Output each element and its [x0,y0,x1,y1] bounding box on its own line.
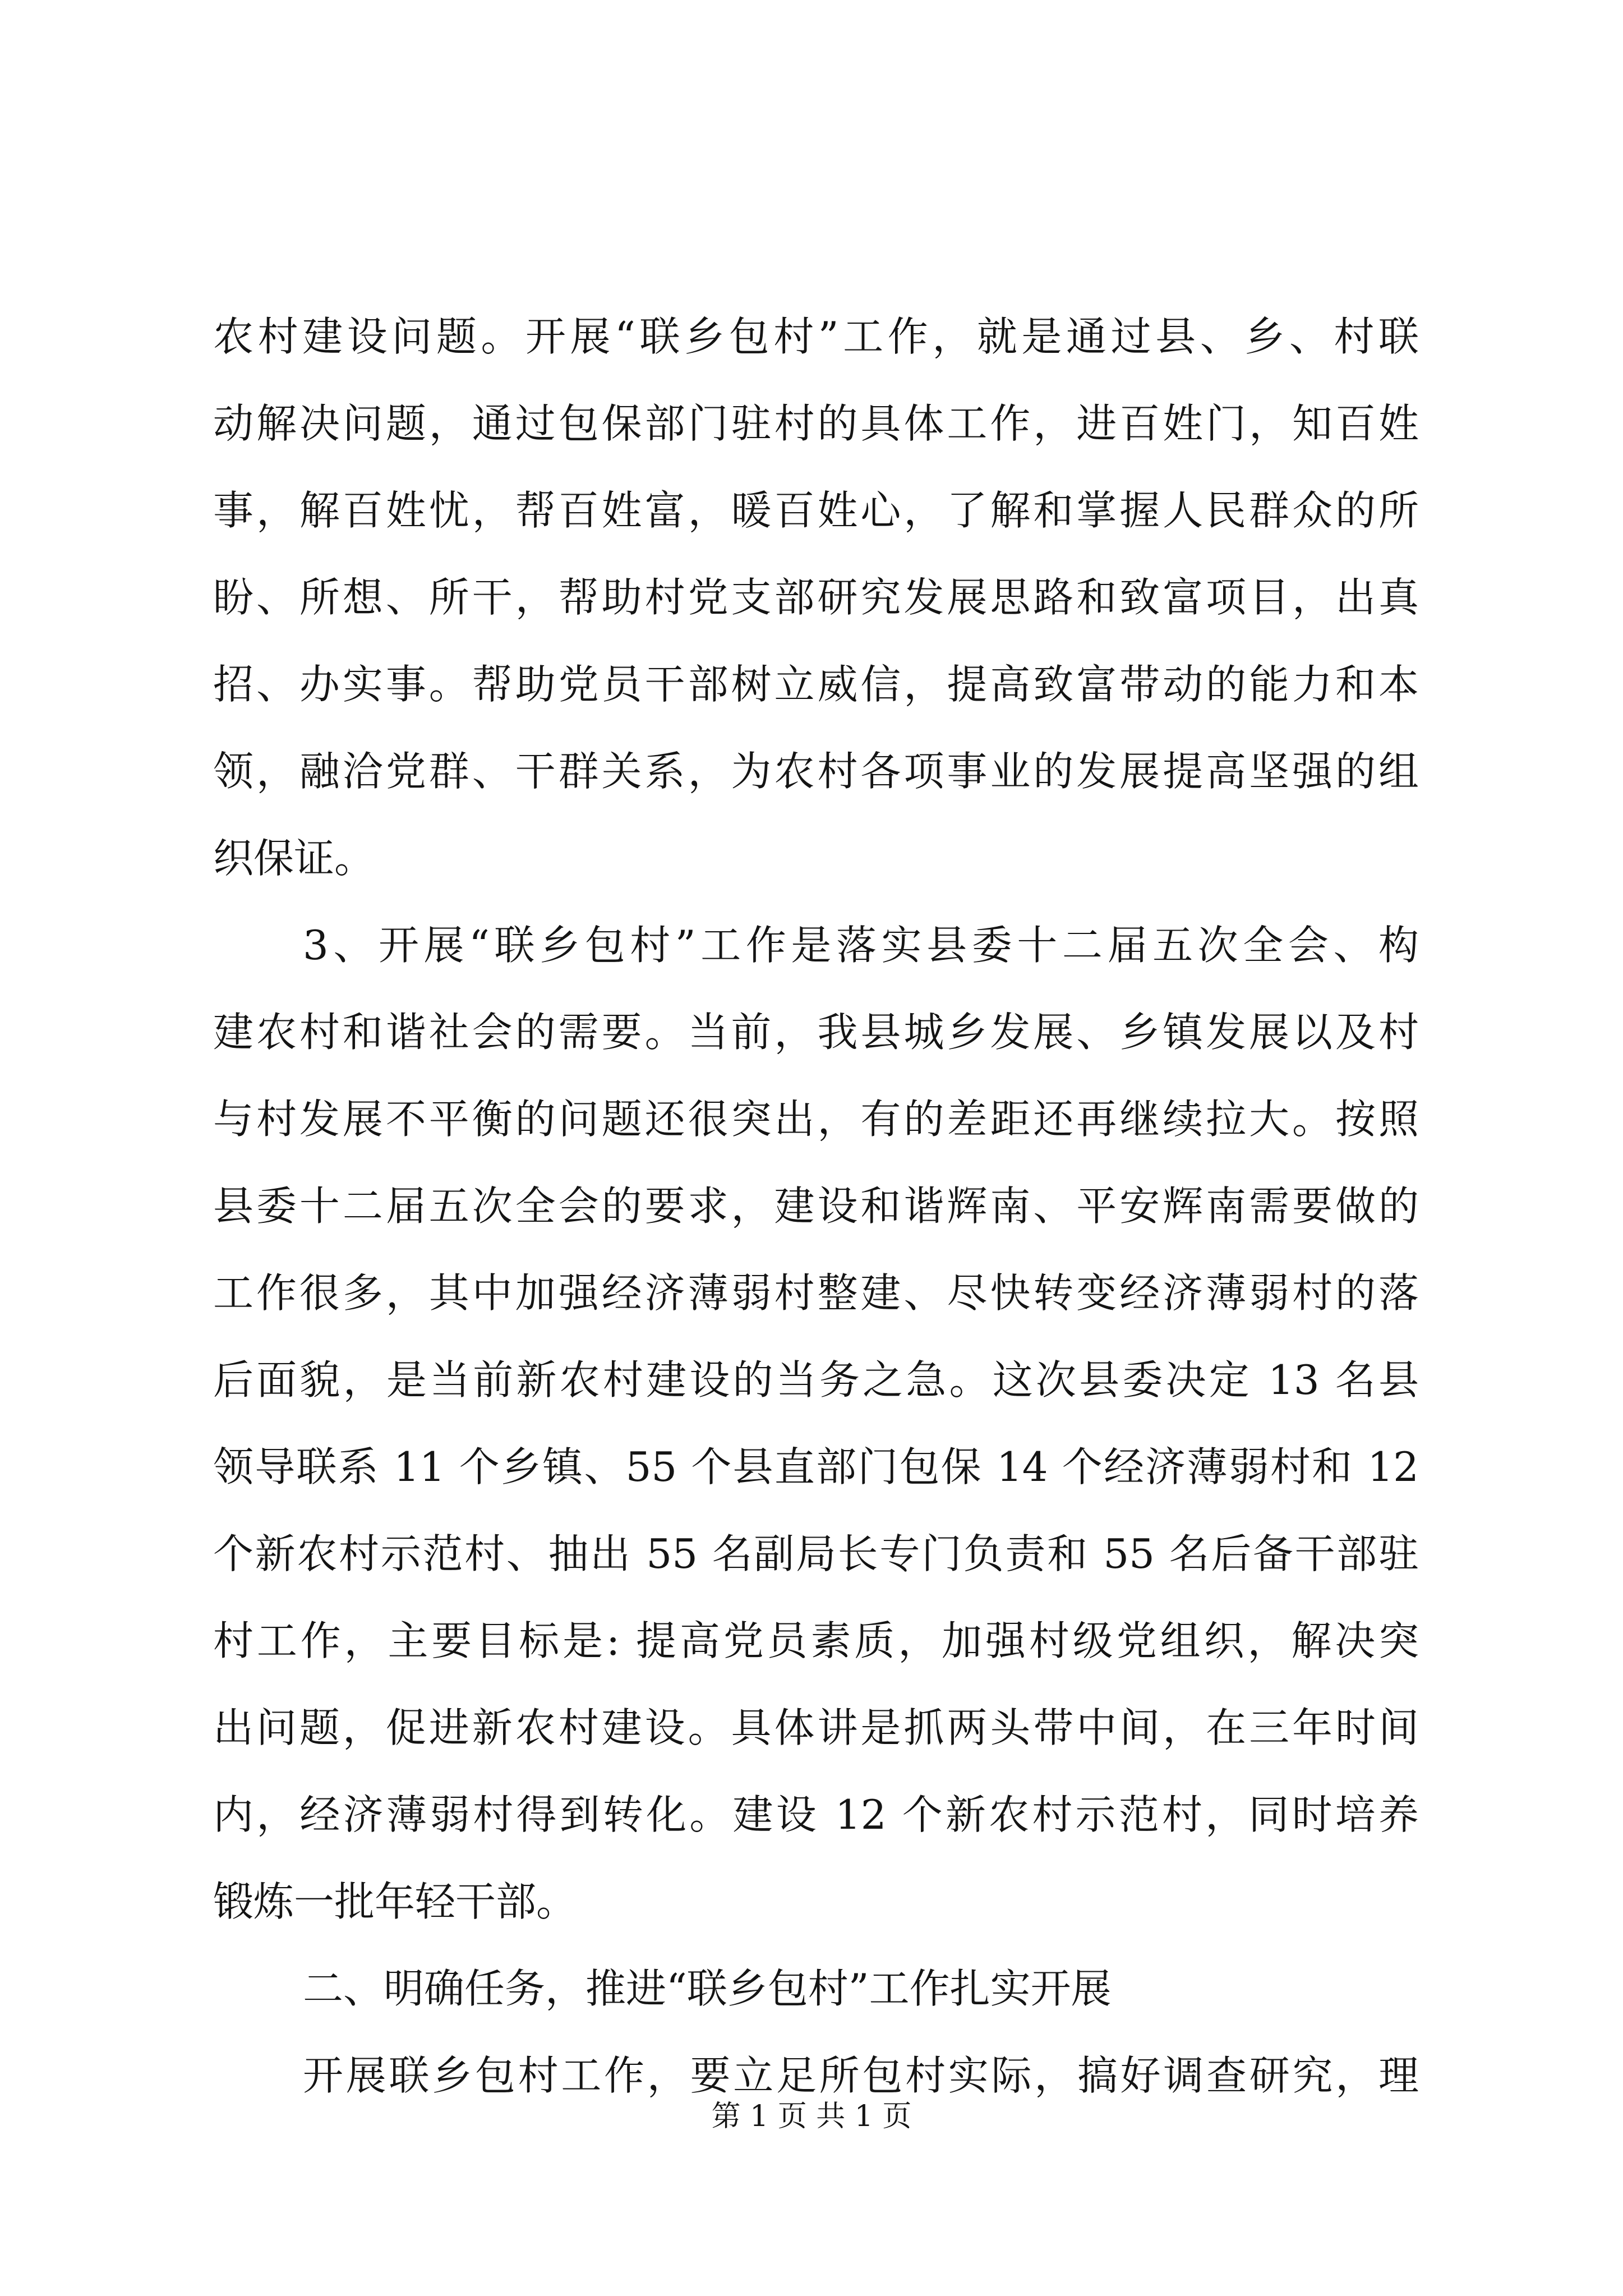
paragraph-line: 领，融洽党群、干群关系，为农村各项事业的发展提高坚强的组 [213,748,1419,795]
paragraph-line: 3、开展“联乡包村”工作是落实县委十二届五次全会、构 [303,922,1419,969]
paragraph-line: 个新农村示范村、抽出 55 名副局长专门负责和 55 名后备干部驻 [213,1530,1419,1577]
paragraph-line: 出问题，促进新农村建设。具体讲是抓两头带中间，在三年时间 [213,1704,1419,1751]
paragraph-line: 县委十二届五次全会的要求，建设和谐辉南、平安辉南需要做的 [213,1182,1419,1230]
paragraph-line: 与村发展不平衡的问题还很突出，有的差距还再继续拉大。按照 [213,1096,1419,1143]
paragraph-line: 织保证。 [213,835,375,882]
paragraph-line: 领导联系 11 个乡镇、55 个县直部门包保 14 个经济薄弱村和 12 [213,1443,1419,1490]
paragraph-line: 招、办实事。帮助党员干部树立威信，提高致富带动的能力和本 [213,661,1419,708]
paragraph-line: 村工作，主要目标是: 提高党员素质，加强村级党组织，解决突 [213,1617,1419,1664]
paragraph-line: 锻炼一批年轻干部。 [213,1878,577,1925]
paragraph-line: 盼、所想、所干，帮助村党支部研究发展思路和致富项目，出真 [213,574,1419,621]
paragraph-line: 农村建设问题。开展“联乡包村”工作，就是通过县、乡、村联 [213,313,1419,360]
paragraph-line: 动解决问题，通过包保部门驻村的具体工作，进百姓门，知百姓 [213,400,1419,447]
paragraph-line: 后面貌，是当前新农村建设的当务之急。这次县委决定 13 名县 [213,1356,1419,1404]
paragraph-line: 工作很多，其中加强经济薄弱村整建、尽快转变经济薄弱村的落 [213,1269,1419,1317]
paragraph-line: 开展联乡包村工作，要立足所包村实际，搞好调查研究，理 [303,2052,1419,2099]
section-heading: 二、明确任务，推进“联乡包村”工作扎实开展 [303,1965,1112,2012]
paragraph-line: 建农村和谐社会的需要。当前，我县城乡发展、乡镇发展以及村 [213,1009,1419,1056]
paragraph-line: 事，解百姓忧，帮百姓富，暖百姓心，了解和掌握人民群众的所 [213,487,1419,534]
page-footer: 第 1 页 共 1 页 [711,2100,912,2133]
paragraph-line: 内，经济薄弱村得到转化。建设 12 个新农村示范村，同时培养 [213,1791,1419,1838]
